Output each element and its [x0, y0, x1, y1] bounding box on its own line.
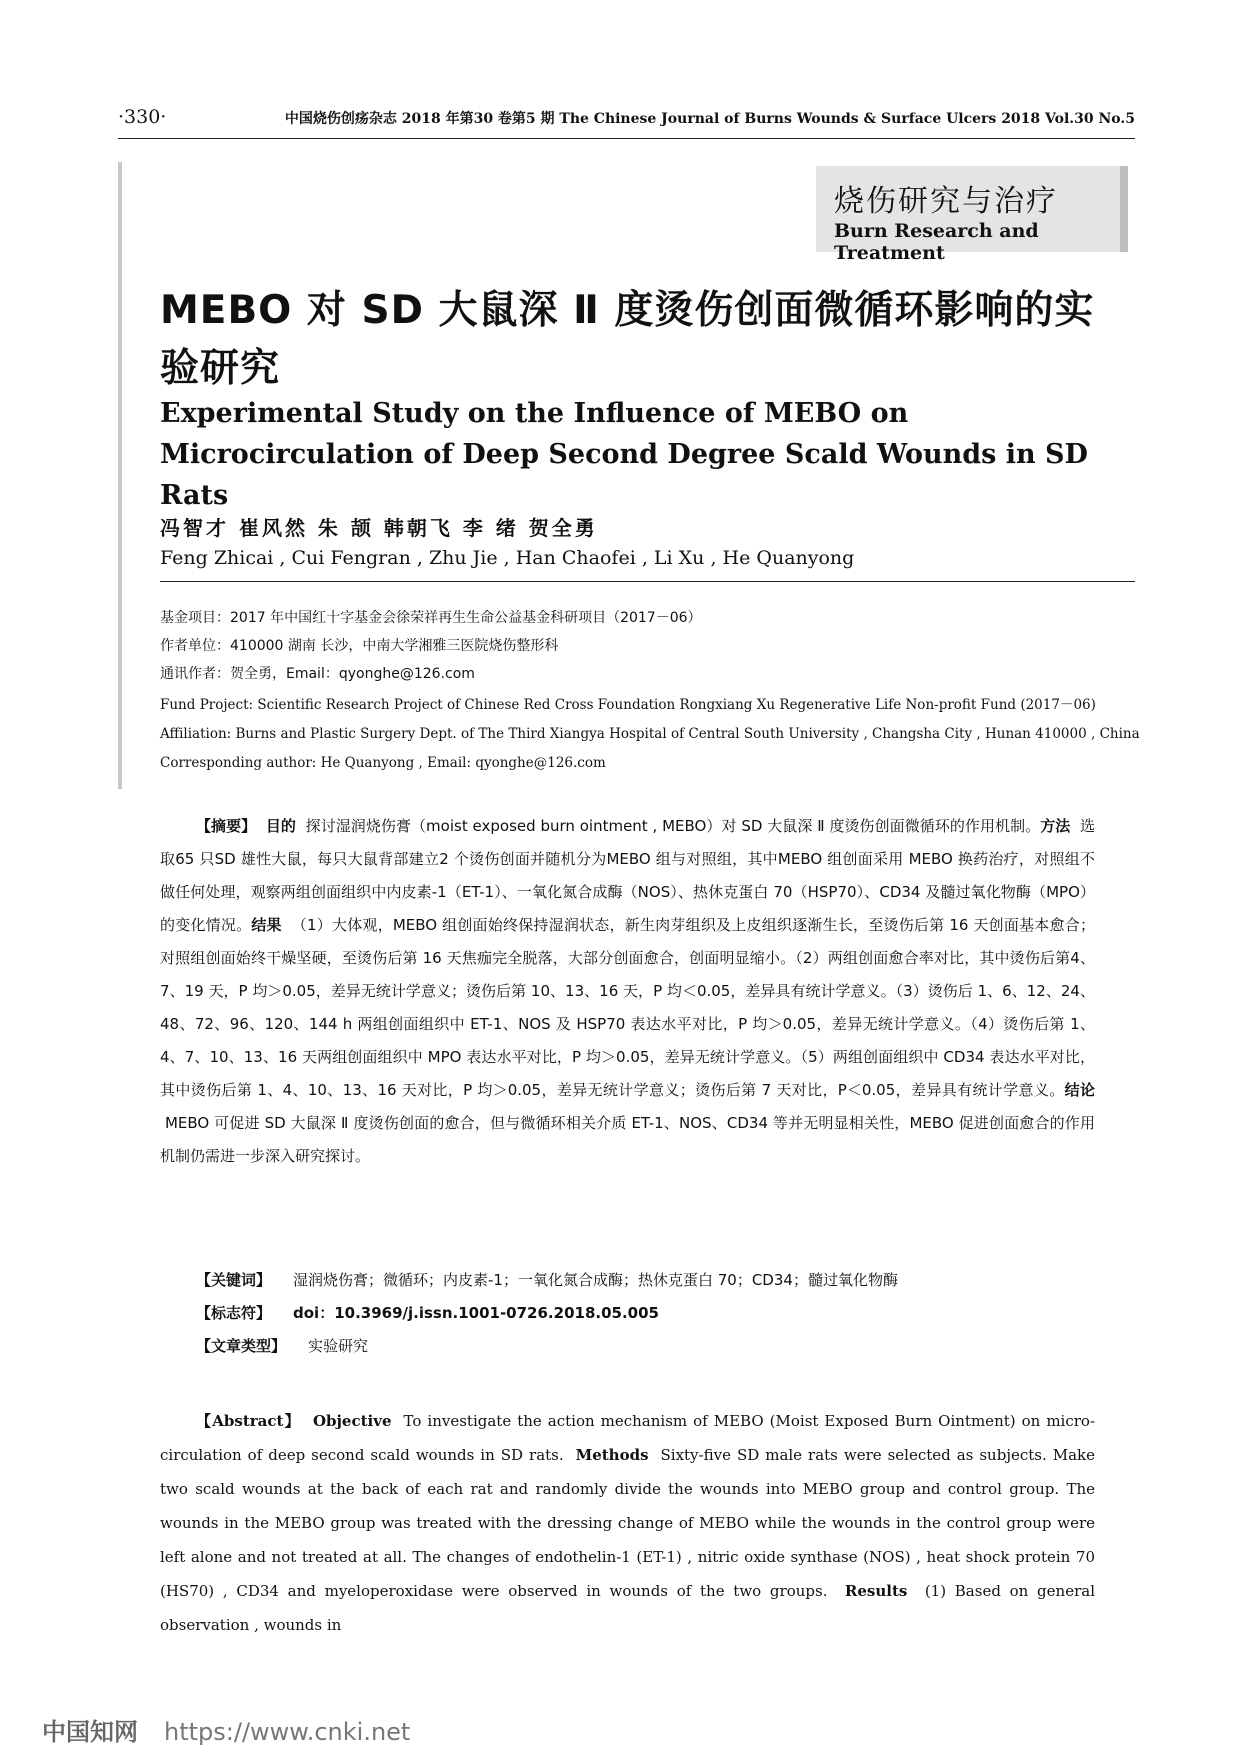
column-label-box: [816, 166, 1128, 264]
corresponding-en: Corresponding author: He Quanyong , Email: qyonghe@126.com: [160, 755, 606, 771]
results-text-cn: （1）大体观，MEBO 组创面始终保持湿润状态，新生肉芽组织及上皮组织逐渐生长，至烫伤后第 16 天创面基本愈合；对照组创面始终干燥坚硬，至烫伤后第 16 天焦痂完全脱落，大部分创面愈合，创面明显缩小。（2）两组创面愈合率对比，其中烫伤后第4、7、19 天，P 均＞0.05，差异无统计学意义；烫伤后第 10、13、16 天，P 均＜0.05，差异具有统计学意义。（3）烫伤后 1、6、12、24、48、72、96、120、144 h 两组创面组织中 ET-1、NOS 及 HSP70 表达水平对比，P 均＞0.05，差异无统计学意义。（4）烫伤后第 1、4、7、10、13、16 天两组创面组织中 MPO 表达水平对比，P 均＞0.05，差异无统计学意义。（5）两组创面组织中 CD34 表达水平对比，其中烫伤后第 1、4、10、13、16 天对比，P 均＞0.05，差异无统计学意义；烫伤后第 7 天对比，P＜0.05，差异具有统计学意义。: [160, 916, 1095, 1099]
metadata-en: [160, 691, 1140, 778]
results-text-en: (1) Based on general observation , wounds in: [160, 1582, 1095, 1634]
doi-text: doi：10.3969/j.issn.1001-0726.2018.05.005: [293, 1304, 659, 1322]
page-number: ·330·: [118, 106, 167, 128]
page-header: [118, 106, 1135, 130]
authors-cn: 冯智才 崔风然 朱 颉 韩朝飞 李 绪 贺全勇: [160, 516, 598, 540]
conclusion-label-cn: 结论: [1064, 1081, 1095, 1099]
objective-label-en: Objective: [312, 1412, 392, 1430]
affiliation-en: Affiliation: Burns and Plastic Surgery Dept. of The Third Xiangya Hospital of Central South University , Changsha City , Hunan 410000 , China: [160, 726, 1140, 742]
header-rule: [118, 138, 1135, 139]
methods-label-en: Methods: [575, 1446, 649, 1464]
identifier-line: [196, 1297, 898, 1330]
abstract-cn-label: 【摘要】: [196, 817, 257, 835]
metadata-cn: [160, 604, 702, 688]
keywords-block: [196, 1264, 898, 1363]
title-cn: MEBO 对 SD 大鼠深 Ⅱ 度烫伤创面微循环影响的实验研究: [160, 288, 1095, 391]
methods-text-cn: 选取65 只SD 雄性大鼠，每只大鼠背部建立2 个烫伤创面并随机分为MEBO 组与对照组，其中MEBO 组创面采用 MEBO 换药治疗，对照组不做任何处理，观察两组创面组织中内皮素-1（ET-1）、一氧化氮合成酶（NOS）、热休克蛋白 70（HSP70）、CD34 及髓过氧化物酶（MPO）的变化情况。: [160, 817, 1095, 934]
abstract-cn: [160, 810, 1095, 1173]
objective-text-cn: 探讨湿润烧伤膏（moist exposed burn ointment , MEBO）对 SD 大鼠深 Ⅱ 度烫伤创面微循环的作用机制。: [305, 817, 1041, 835]
objective-text-en: To investigate the action mechanism of MEBO (Moist Exposed Burn Ointment) on micro-circulation of deep second scald wounds in SD rats.: [160, 1412, 1096, 1464]
fund-cn: 基金项目：2017 年中国红十字基金会徐荣祥再生生命公益基金科研项目（2017－06）: [160, 610, 702, 626]
authors-rule: [160, 581, 1135, 582]
cnki-logo: 中国知网: [42, 1718, 138, 1746]
corresponding-cn: 通讯作者：贺全勇，Email：qyonghe@126.com: [160, 666, 475, 682]
authors-en: Feng Zhicai , Cui Fengran , Zhu Jie , Han Chaofei , Li Xu , He Quanyong: [160, 547, 855, 569]
keywords-text: 湿润烧伤膏；微循环；内皮素-1；一氧化氮合成酶；热休克蛋白 70；CD34；髓过氧化物酶: [293, 1271, 898, 1289]
results-label-cn: 结果: [251, 916, 282, 934]
column-label-en: Burn Research and Treatment: [834, 220, 1039, 264]
article-type-line: [196, 1330, 898, 1363]
left-margin-bar: [118, 162, 122, 789]
methods-text-en: Sixty-five SD male rats were selected as subjects. Make two scald wounds at the back of each rat and randomly divide the wounds into MEBO group and control group. The wounds in the MEBO group was treated with the dressing change of MEBO while the wounds in the control group were left alone and not treated at all. The changes of endothelin-1 (ET-1) , nitric oxide synthase (NOS) , heat shock protein 70 (HS70) , CD34 and myeloperoxidase were observed in wounds of the two groups.: [160, 1446, 1095, 1600]
objective-label-cn: 目的: [265, 817, 296, 835]
identifier-label: 【标志符】: [196, 1304, 272, 1322]
keywords-line: [196, 1264, 898, 1297]
abstract-en-label: 【Abstract】: [196, 1412, 301, 1430]
conclusion-text-cn: MEBO 可促进 SD 大鼠深 Ⅱ 度烫伤创面的愈合，但与微循环相关介质 ET-1、NOS、CD34 等并无明显相关性，MEBO 促进创面愈合的作用机制仍需进一步深入研究探讨。: [160, 1114, 1095, 1165]
abstract-en-body: [160, 1404, 1095, 1642]
running-head: 中国烧伤创疡杂志 2018 年第30 卷第5 期 The Chinese Journal of Burns Wounds & Surface Ulcers 2018 Vol.30 No.5: [284, 111, 1135, 127]
footer-watermark: [42, 1712, 410, 1747]
affiliation-cn: 作者单位：410000 湖南 长沙，中南大学湘雅三医院烧伤整形科: [160, 638, 559, 654]
cnki-url[interactable]: https://www.cnki.net: [164, 1718, 411, 1746]
abstract-cn-body: [160, 810, 1095, 1173]
results-label-en: Results: [844, 1582, 908, 1600]
title-en: Experimental Study on the Influence of MEBO on Microcirculation of Deep Second Degree Scald Wounds in SD Rats: [160, 398, 1088, 511]
keywords-label: 【关键词】: [196, 1271, 272, 1289]
abstract-en: [160, 1404, 1095, 1642]
article-type-label: 【文章类型】: [196, 1337, 287, 1355]
methods-label-cn: 方法: [1040, 817, 1071, 835]
column-label-cn: 烧伤研究与治疗: [834, 184, 1058, 219]
fund-en: Fund Project: Scientific Research Project of Chinese Red Cross Foundation Rongxiang Xu Regenerative Life Non-profit Fund (2017－06): [160, 697, 1096, 713]
article-type-text: 实验研究: [308, 1337, 369, 1355]
